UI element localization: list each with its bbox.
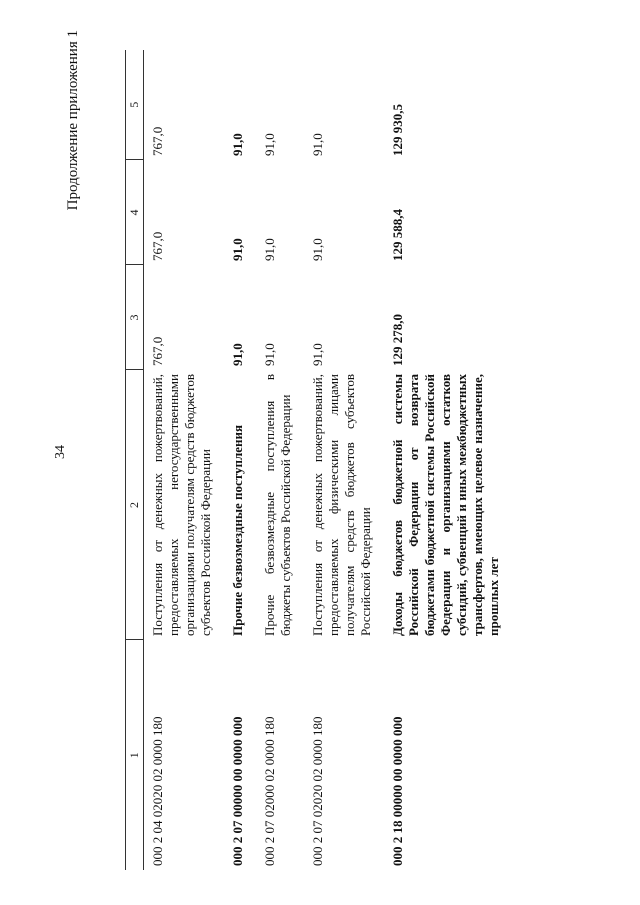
table-header-row — [126, 50, 144, 870]
value-col3: 91,0 — [230, 343, 245, 366]
value-col3: 91,0 — [310, 343, 325, 366]
budget-code: 000 2 07 02020 02 0000 180 — [310, 716, 325, 866]
page-number: 34 — [53, 445, 68, 459]
table-row — [304, 50, 384, 870]
budget-code: 000 2 18 00000 00 0000 000 — [390, 716, 405, 866]
value-col4: 91,0 — [262, 238, 277, 261]
column-header: 4 — [126, 160, 144, 265]
value-col5: 767,0 — [150, 126, 165, 156]
column-header: 5 — [126, 50, 144, 160]
table-row — [144, 50, 225, 870]
value-col5: 91,0 — [262, 133, 277, 156]
column-header: 1 — [126, 640, 144, 870]
row-description: Прочие безвозмездные поступления — [230, 424, 245, 636]
table-row — [256, 50, 304, 870]
row-description: Поступления от денежных пожертвований, предоставляемых негосударственными организациями получателям средств бюджетов субъектов Российской Федерации — [150, 374, 213, 636]
row-description: Доходы бюджетов бюджетной системы Российской Федерации от возврата бюджетами бюджетной системы Российской Федерации и организациями остатков субсидий, субвенций и иных межбюджетных трансфертов, имеющих целевое назначение, прошлых лет — [390, 374, 501, 636]
row-description: Поступления от денежных пожертвований, предоставляемых физическими лицами получателям средств бюджетов субъектов Российской Федерации — [310, 374, 373, 636]
row-description: Прочие безвозмездные поступления в бюджеты субъектов Российской Федерации — [262, 374, 293, 636]
table-row — [224, 50, 256, 870]
value-col4: 91,0 — [310, 238, 325, 261]
value-col3: 129 278,0 — [390, 314, 405, 366]
appendix-caption: Продолжение приложения 1 — [65, 30, 81, 211]
value-col5: 129 930,5 — [390, 104, 405, 156]
column-header: 3 — [126, 265, 144, 370]
value-col3: 767,0 — [150, 336, 165, 366]
value-col5: 91,0 — [310, 133, 325, 156]
budget-table — [125, 50, 512, 870]
table-row — [384, 50, 512, 870]
value-col3: 91,0 — [262, 343, 277, 366]
budget-code: 000 2 04 02020 02 0000 180 — [150, 716, 165, 866]
value-col4: 91,0 — [230, 238, 245, 261]
value-col5: 91,0 — [230, 133, 245, 156]
rotated-content — [65, 30, 595, 870]
value-col4: 129 588,4 — [390, 209, 405, 261]
budget-code: 000 2 07 02000 02 0000 180 — [262, 716, 277, 866]
column-header: 2 — [126, 370, 144, 640]
budget-code: 000 2 07 00000 00 0000 000 — [230, 716, 245, 866]
value-col4: 767,0 — [150, 231, 165, 261]
